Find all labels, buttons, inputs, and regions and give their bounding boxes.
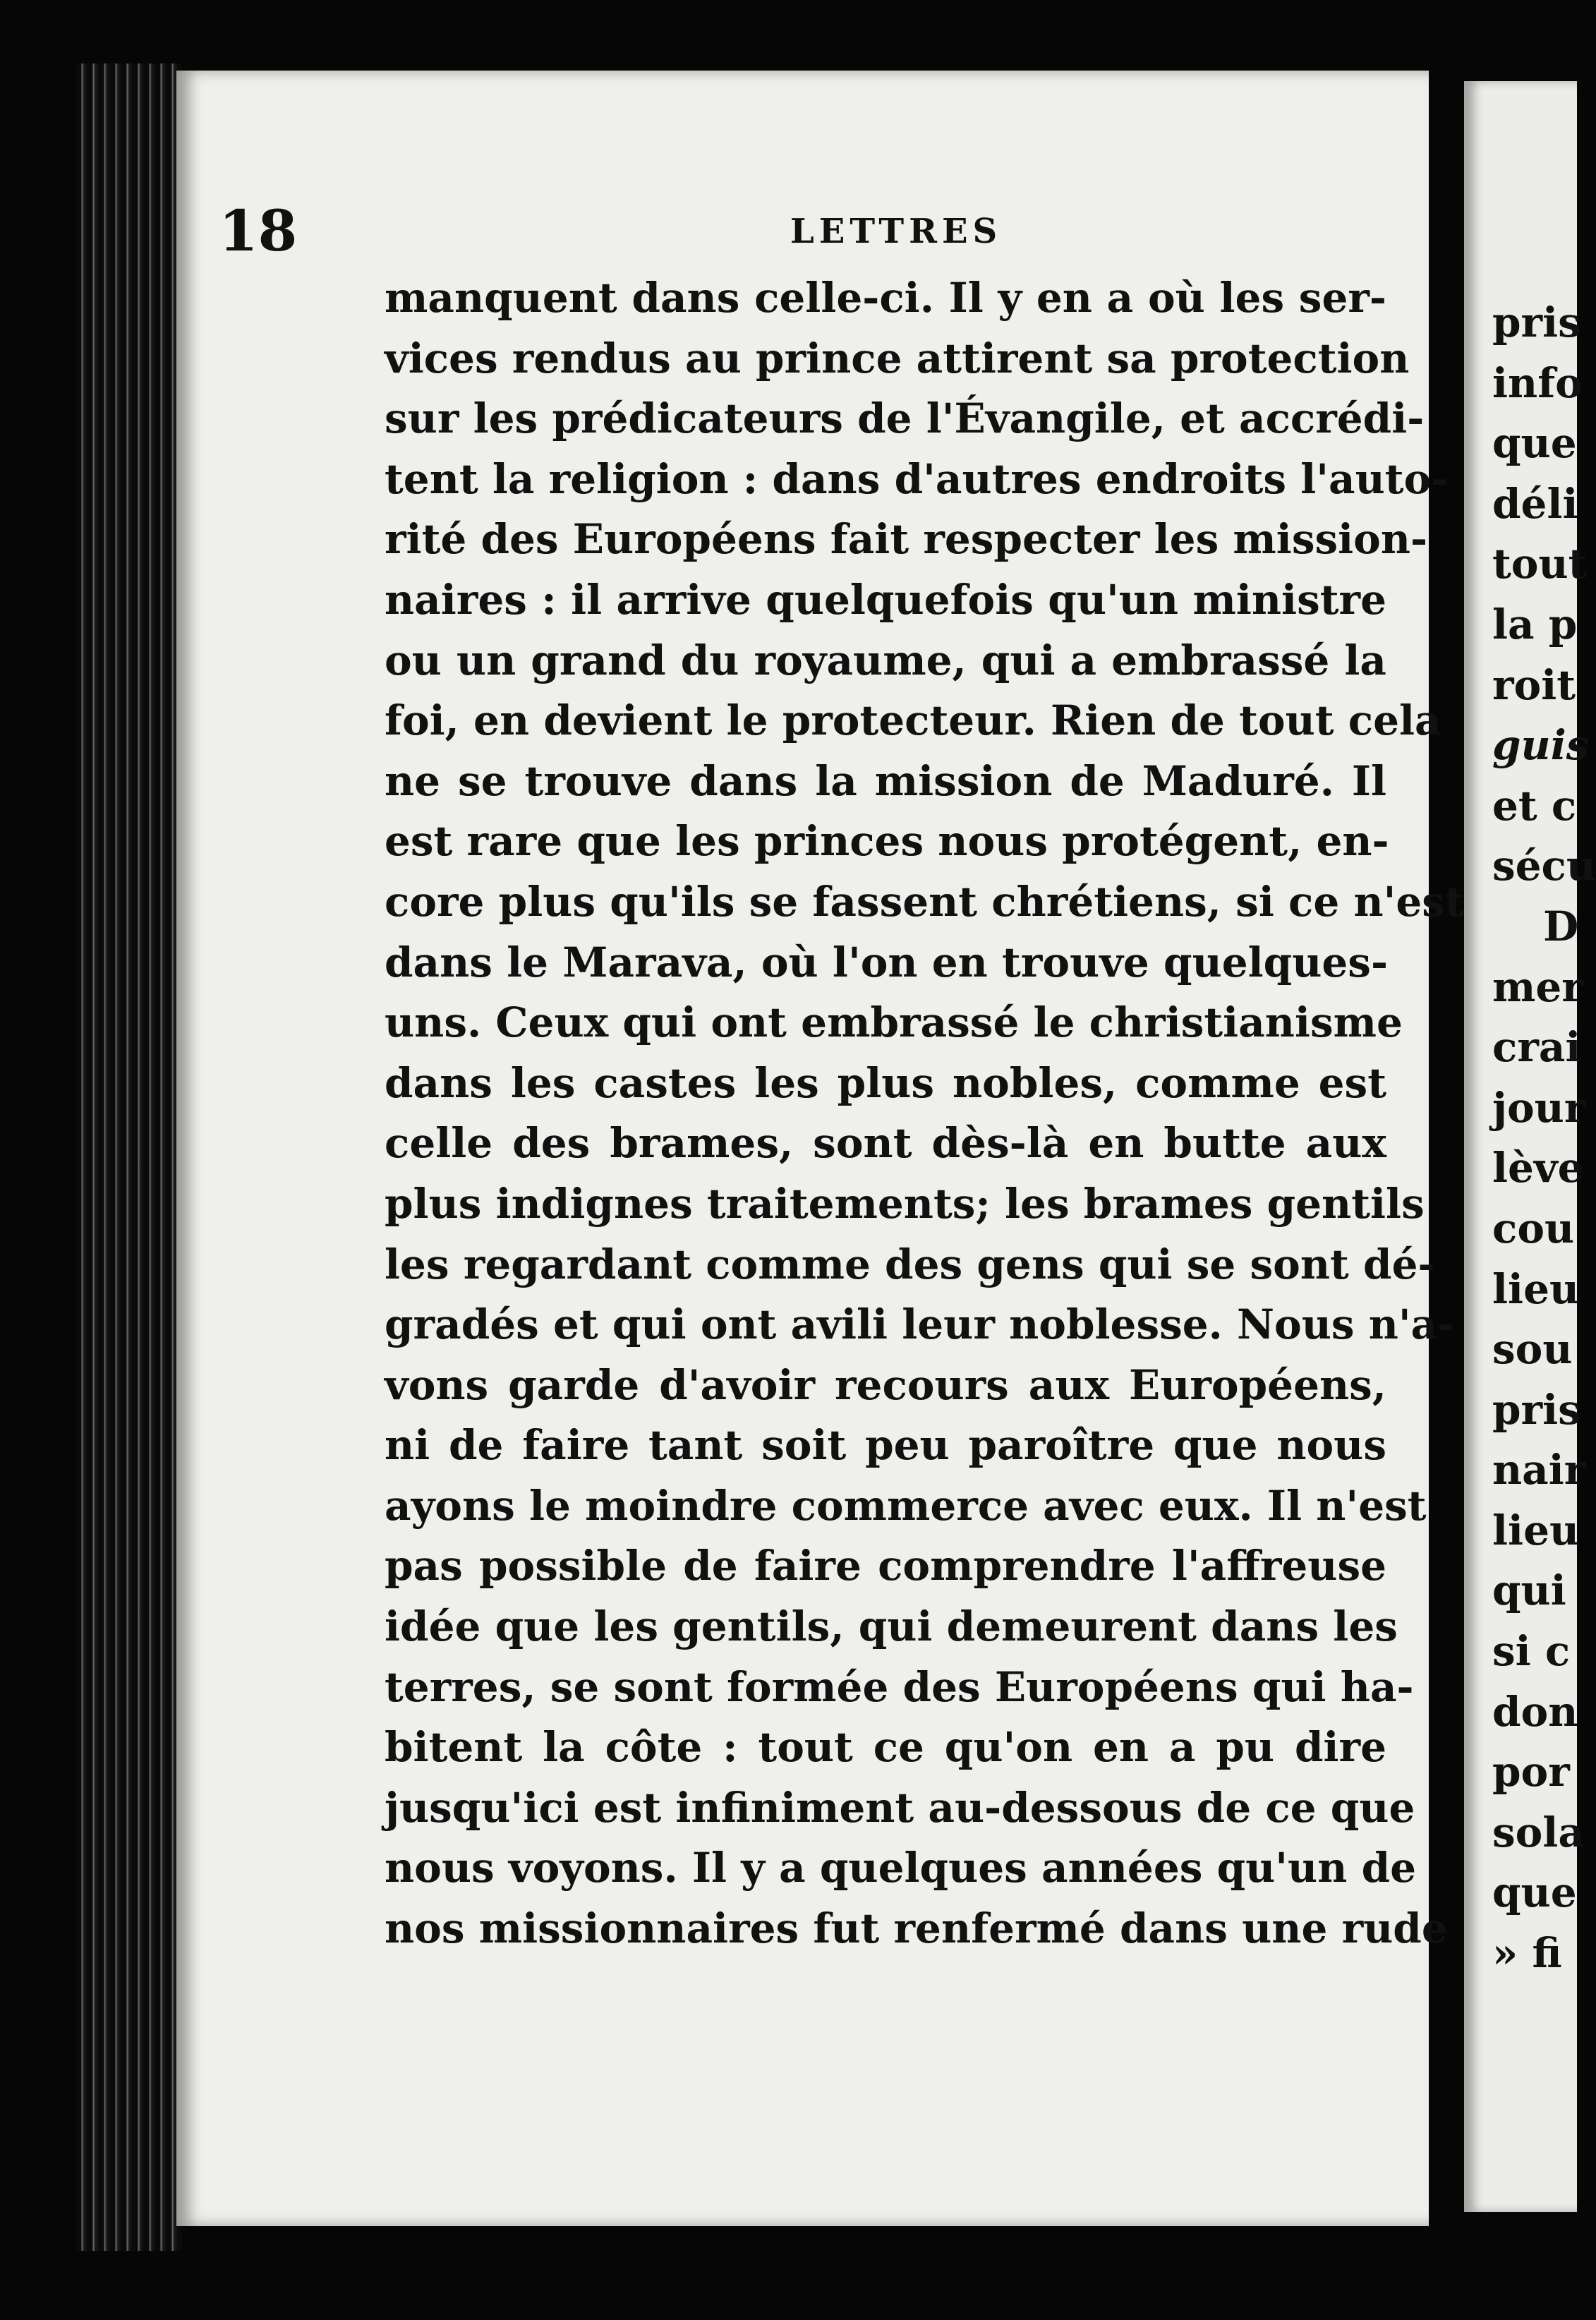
book-spine-edge <box>76 64 182 2251</box>
page-number: 18 <box>219 198 298 264</box>
text-line: tent la religion : dans d'autres endroits l'auto- <box>385 454 1449 503</box>
text-line: nos missionnaires fut renfermé dans une rude <box>385 1904 1448 1953</box>
next-page-fragment: sécu <box>1492 842 1596 890</box>
body-text <box>385 268 1464 1959</box>
next-page-fragment: jour <box>1492 1083 1586 1132</box>
next-page-fragment: roit <box>1492 660 1576 709</box>
next-page-fragment: lieu <box>1492 1506 1580 1554</box>
text-line: vices rendus au prince attirent sa protection <box>385 334 1410 382</box>
next-page-fragment: don <box>1492 1687 1578 1736</box>
next-page-fragment: tout <box>1492 540 1588 588</box>
text-line: manquent dans celle-ci. Il y en a où les ser- <box>385 274 1386 322</box>
text-line: core plus qu'ils se fassent chrétiens, si ce n'est <box>385 877 1464 926</box>
running-head: LETTRES <box>790 212 1003 251</box>
next-page-fragment: sola <box>1492 1808 1585 1856</box>
next-page-fragment: si c <box>1492 1627 1571 1676</box>
next-page-fragment: et c <box>1492 781 1577 830</box>
right-page-edge <box>1464 81 1596 2212</box>
text-line: ni de faire tant soit peu paroître que nous <box>385 1421 1386 1470</box>
next-page-fragment: info <box>1492 358 1583 407</box>
next-page-fragment: déli <box>1492 479 1578 528</box>
next-page-fragment: pris <box>1492 1385 1581 1434</box>
next-page-fragment: lieu <box>1492 1264 1580 1313</box>
text-line: ayons le moindre commerce avec eux. Il n'est <box>385 1481 1427 1530</box>
text-line: est rare que les princes nous protégent, en- <box>385 817 1389 866</box>
text-line: bitent la côte : tout ce qu'on en a pu dire <box>385 1723 1386 1772</box>
next-page-fragment: que <box>1492 1868 1577 1917</box>
text-line: dans les castes les plus nobles, comme est <box>385 1058 1386 1107</box>
next-page-fragment: lève <box>1492 1144 1584 1192</box>
text-line: terres, se sont formée des Européens qui ha- <box>385 1662 1414 1711</box>
text-line: foi, en devient le protecteur. Rien de tout cela <box>385 696 1441 745</box>
text-line: plus indignes traitements; les brames gentils <box>385 1179 1425 1228</box>
text-line: les regardant comme des gens qui se sont dé- <box>385 1240 1435 1288</box>
text-line: naires : il arrive quelquefois qu'un ministre <box>385 575 1386 624</box>
right-page-text <box>1464 293 1596 1984</box>
next-page-fragment: nair <box>1492 1446 1586 1494</box>
text-line: celle des brames, sont dès-là en butte aux <box>385 1119 1386 1168</box>
text-line: dans le Marava, où l'on en trouve quelques- <box>385 938 1389 986</box>
text-line: pas possible de faire comprendre l'affreuse <box>385 1542 1386 1590</box>
text-line: jusqu'ici est infiniment au-dessous de ce que <box>385 1783 1415 1832</box>
next-page-fragment: » fi <box>1492 1929 1562 1978</box>
next-page-fragment: crai <box>1492 1023 1581 1072</box>
next-page-fragment: la p <box>1492 600 1578 648</box>
next-page-fragment: guis <box>1492 721 1590 770</box>
next-page-fragment: que <box>1492 419 1577 468</box>
text-line: ou un grand du royaume, qui a embrassé la <box>385 636 1386 684</box>
next-page-fragment: pris <box>1492 298 1581 346</box>
text-line: ne se trouve dans la mission de Maduré. Il <box>385 756 1386 805</box>
text-line: idée que les gentils, qui demeurent dans les <box>385 1602 1398 1651</box>
next-page-fragment: mer <box>1492 962 1583 1011</box>
next-page-fragment: por <box>1492 1748 1570 1796</box>
next-page-fragment: cou <box>1492 1204 1575 1252</box>
text-line: uns. Ceux qui ont embrassé le christianisme <box>385 998 1403 1047</box>
text-line: nous voyons. Il y a quelques années qu'un de <box>385 1844 1417 1892</box>
next-page-fragment: sou <box>1492 1325 1573 1374</box>
text-line: rité des Européens fait respecter les mission- <box>385 515 1428 564</box>
text-line: sur les prédicateurs de l'Évangile, et accrédi- <box>385 394 1425 443</box>
next-page-fragment: D <box>1543 902 1579 950</box>
text-line: vons garde d'avoir recours aux Européens, <box>385 1360 1386 1409</box>
text-line: gradés et qui ont avili leur noblesse. Nous n'a- <box>385 1300 1455 1349</box>
next-page-fragment: qui <box>1492 1566 1566 1615</box>
